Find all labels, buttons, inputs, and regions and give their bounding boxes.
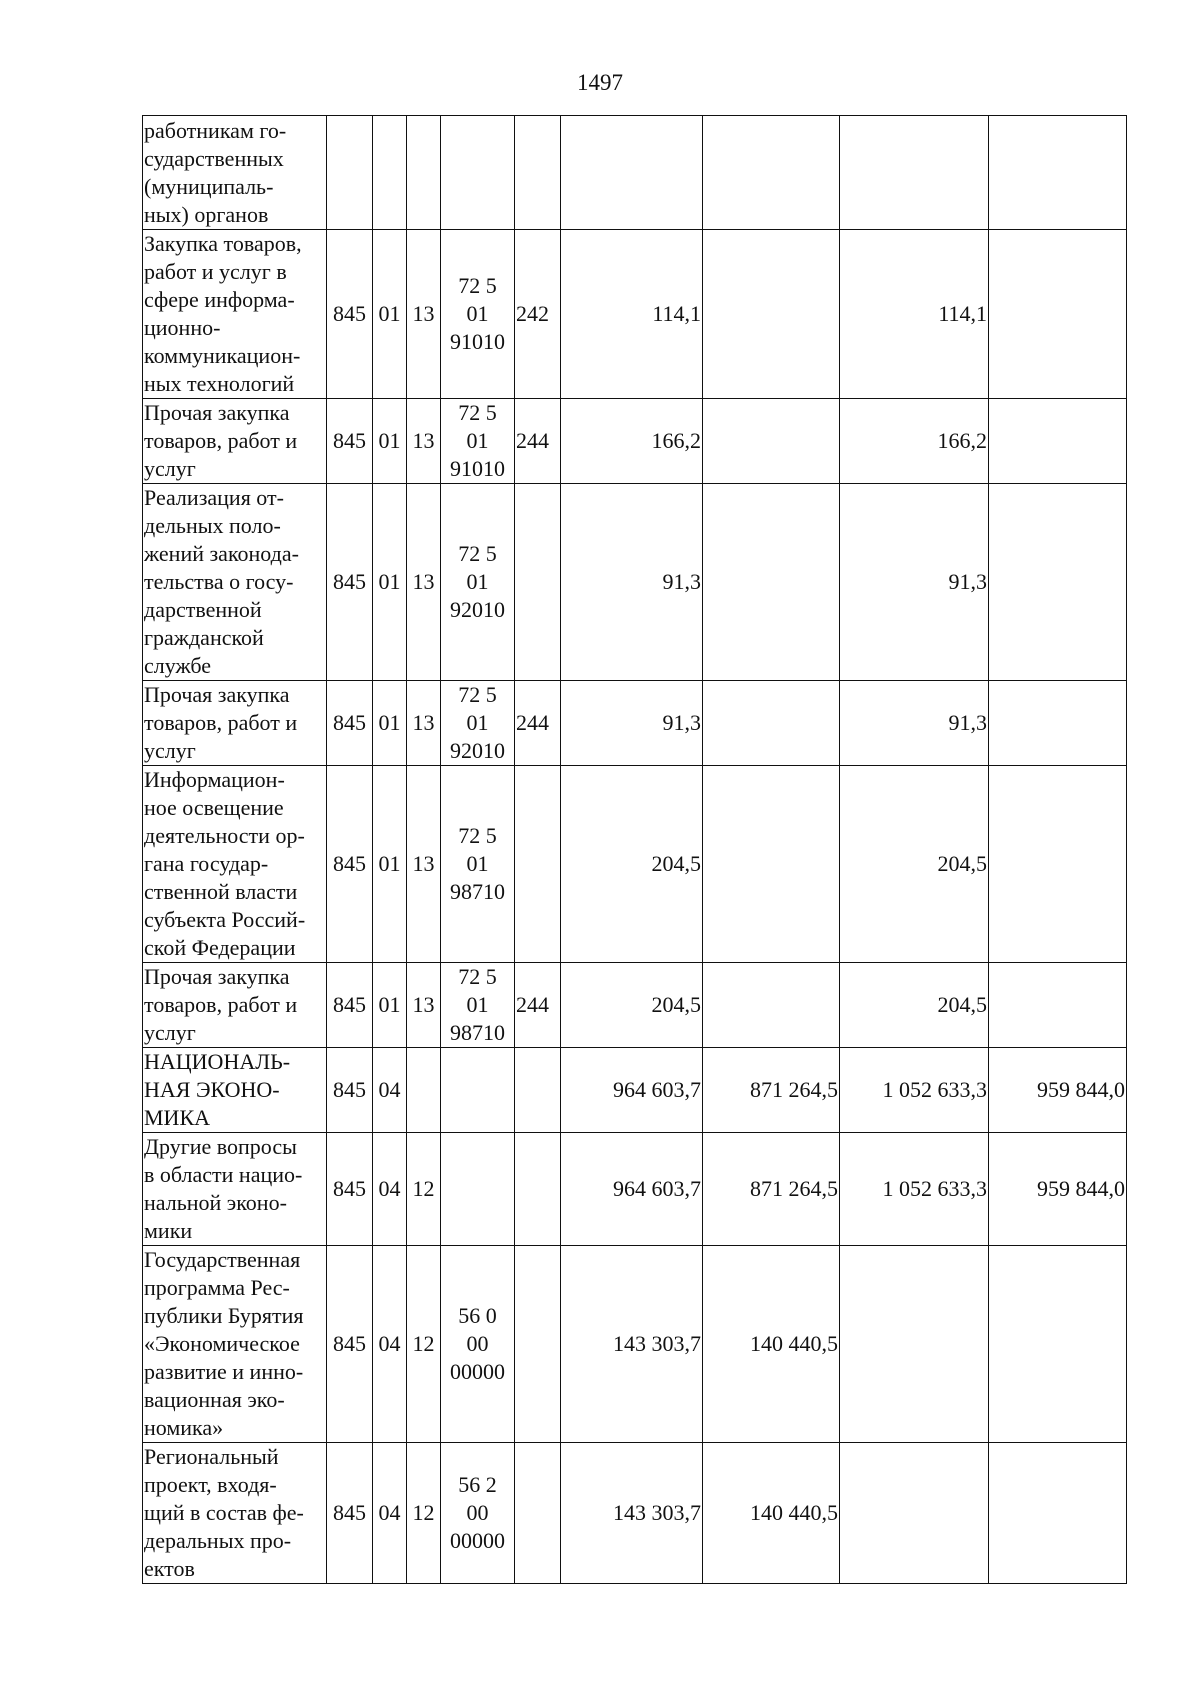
- row-name-line: (муниципаль-: [144, 173, 274, 199]
- cell-rz: 04: [373, 1048, 407, 1133]
- row-name-line: гана государ-: [144, 851, 269, 876]
- cell-value-3: 204,5: [840, 963, 989, 1048]
- row-name-line: проект, входя-: [144, 1472, 277, 1497]
- row-name-line: товаров, работ и: [144, 992, 298, 1017]
- cell-grbs: 845: [327, 1246, 373, 1443]
- cell-value-1: 964 603,7: [561, 1133, 703, 1246]
- cell-value-4: 959 844,0: [989, 1048, 1127, 1133]
- cell-value-1: 166,2: [561, 399, 703, 484]
- cell-grbs: 845: [327, 399, 373, 484]
- cell-value-2: 140 440,5: [703, 1443, 840, 1584]
- row-name-line: НАЦИОНАЛЬ-: [144, 1049, 291, 1074]
- row-name-line: номика»: [144, 1415, 224, 1440]
- cell-value-4: [989, 230, 1127, 399]
- csr-part: 01: [466, 569, 489, 594]
- csr-part: 00000: [450, 1359, 505, 1384]
- cell-pr: 13: [407, 399, 441, 484]
- cell-value-4: [989, 116, 1127, 230]
- cell-grbs: 845: [327, 484, 373, 681]
- cell-value-3: 114,1: [840, 230, 989, 399]
- cell-vr: [515, 1048, 561, 1133]
- cell-value-3: 91,3: [840, 681, 989, 766]
- row-name-line: службе: [144, 653, 212, 678]
- cell-value-4: [989, 1246, 1127, 1443]
- row-name: [143, 484, 327, 681]
- row-name-line: Прочая закупка: [144, 682, 290, 707]
- cell-value-1: 143 303,7: [561, 1246, 703, 1443]
- csr-part: 98710: [450, 879, 505, 904]
- page-number: 1497: [577, 70, 623, 95]
- row-name-line: Региональный: [144, 1444, 279, 1469]
- csr-part: 72 5: [458, 400, 497, 425]
- csr-part: 00: [466, 1331, 489, 1356]
- cell-pr: 13: [407, 766, 441, 963]
- row-name-line: мики: [144, 1218, 193, 1243]
- cell-csr: [441, 484, 515, 681]
- row-name: [143, 963, 327, 1048]
- row-name-line: развитие и инно-: [144, 1359, 304, 1384]
- cell-value-1: 91,3: [561, 681, 703, 766]
- row-name-line: ных) органов: [144, 201, 269, 227]
- cell-pr: 13: [407, 963, 441, 1048]
- cell-value-1: 114,1: [561, 230, 703, 399]
- table-row: [143, 1133, 1127, 1246]
- cell-vr: 242: [515, 230, 561, 399]
- cell-grbs: 845: [327, 766, 373, 963]
- cell-rz: 04: [373, 1246, 407, 1443]
- row-name-line: НАЯ ЭКОНО-: [144, 1077, 280, 1102]
- table-row: [143, 1246, 1127, 1443]
- row-name: [143, 399, 327, 484]
- csr-part: 91010: [450, 329, 505, 354]
- row-name-line: ской Федерации: [144, 935, 296, 960]
- row-name-line: работникам го-: [144, 117, 287, 143]
- cell-grbs: 845: [327, 230, 373, 399]
- csr-part: 01: [466, 428, 489, 453]
- cell-value-4: [989, 681, 1127, 766]
- row-name-line: сударственных: [144, 145, 284, 171]
- cell-vr: 244: [515, 399, 561, 484]
- row-name-line: ектов: [144, 1556, 195, 1581]
- cell-value-3: 1 052 633,3: [840, 1133, 989, 1246]
- cell-value-3: 204,5: [840, 766, 989, 963]
- row-name-line: Другие вопросы: [144, 1134, 297, 1159]
- cell-csr: [441, 230, 515, 399]
- cell-value-2: 871 264,5: [703, 1048, 840, 1133]
- cell-rz: 01: [373, 766, 407, 963]
- cell-pr: 12: [407, 1443, 441, 1584]
- cell-pr: 12: [407, 1246, 441, 1443]
- cell-grbs: 845: [327, 1443, 373, 1584]
- row-name-line: вационная эко-: [144, 1387, 285, 1412]
- cell-csr: [441, 1048, 515, 1133]
- cell-vr: 244: [515, 681, 561, 766]
- cell-value-1: 91,3: [561, 484, 703, 681]
- cell-value-1: 204,5: [561, 766, 703, 963]
- cell-pr: 12: [407, 1133, 441, 1246]
- table-row: [143, 399, 1127, 484]
- cell-pr: 13: [407, 230, 441, 399]
- row-name-line: ственной власти: [144, 879, 298, 904]
- csr-part: 72 5: [458, 964, 497, 989]
- row-name-line: в области нацио-: [144, 1162, 303, 1187]
- cell-value-2: [703, 766, 840, 963]
- cell-value-2: [703, 399, 840, 484]
- cell-value-3: 166,2: [840, 399, 989, 484]
- cell-value-3: [840, 1246, 989, 1443]
- table-row: [143, 681, 1127, 766]
- cell-csr: [441, 963, 515, 1048]
- budget-table: [142, 115, 1127, 1584]
- cell-value-4: [989, 1443, 1127, 1584]
- row-name-line: «Экономическое: [144, 1331, 300, 1356]
- cell-csr: [441, 399, 515, 484]
- row-name: [143, 1246, 327, 1443]
- cell-rz: 01: [373, 484, 407, 681]
- row-name: [143, 230, 327, 399]
- table-row: [143, 230, 1127, 399]
- cell-pr: 13: [407, 484, 441, 681]
- row-name-line: ционно-: [144, 315, 221, 340]
- cell-value-3: [840, 116, 989, 230]
- cell-vr: [515, 116, 561, 230]
- cell-csr: [441, 116, 515, 230]
- cell-value-4: [989, 766, 1127, 963]
- cell-value-2: 871 264,5: [703, 1133, 840, 1246]
- csr-part: 72 5: [458, 273, 497, 298]
- row-name-line: щий в состав фе-: [144, 1500, 304, 1525]
- cell-value-4: 959 844,0: [989, 1133, 1127, 1246]
- row-name-line: коммуникацион-: [144, 343, 301, 368]
- row-name-line: услуг: [144, 456, 196, 481]
- row-name-line: субъекта Россий-: [144, 907, 306, 932]
- cell-grbs: 845: [327, 1048, 373, 1133]
- table-row: [143, 963, 1127, 1048]
- table-row: [143, 484, 1127, 681]
- row-name-line: нальной эконо-: [144, 1190, 287, 1215]
- cell-csr: [441, 1443, 515, 1584]
- csr-part: 72 5: [458, 823, 497, 848]
- row-name-line: жений законода-: [144, 541, 299, 566]
- cell-value-4: [989, 963, 1127, 1048]
- row-name: [143, 1443, 327, 1584]
- cell-grbs: [327, 116, 373, 230]
- row-name: [143, 681, 327, 766]
- cell-value-4: [989, 399, 1127, 484]
- cell-value-3: 91,3: [840, 484, 989, 681]
- row-name-line: услуг: [144, 1020, 196, 1045]
- cell-rz: 04: [373, 1133, 407, 1246]
- row-name-line: Закупка товаров,: [144, 231, 302, 256]
- table-row: [143, 766, 1127, 963]
- cell-rz: 01: [373, 963, 407, 1048]
- cell-csr: [441, 1133, 515, 1246]
- cell-vr: [515, 1443, 561, 1584]
- csr-part: 91010: [450, 456, 505, 481]
- csr-part: 72 5: [458, 682, 497, 707]
- cell-value-3: 1 052 633,3: [840, 1048, 989, 1133]
- csr-part: 01: [466, 992, 489, 1017]
- row-name-line: публики Бурятия: [144, 1303, 304, 1328]
- csr-part: 01: [466, 301, 489, 326]
- cell-value-4: [989, 484, 1127, 681]
- row-name-line: сфере информа-: [144, 287, 295, 312]
- cell-grbs: 845: [327, 681, 373, 766]
- csr-part: 92010: [450, 597, 505, 622]
- row-name-line: Государственная: [144, 1247, 301, 1272]
- row-name-line: тельства о госу-: [144, 569, 294, 594]
- row-name-line: гражданской: [144, 625, 264, 650]
- cell-vr: 244: [515, 963, 561, 1048]
- row-name-line: Информацион-: [144, 767, 285, 792]
- cell-vr: [515, 766, 561, 963]
- cell-value-2: [703, 116, 840, 230]
- row-name: [143, 1133, 327, 1246]
- table-row: [143, 1048, 1127, 1133]
- csr-part: 00: [466, 1500, 489, 1525]
- cell-pr: [407, 116, 441, 230]
- cell-pr: [407, 1048, 441, 1133]
- cell-rz: 01: [373, 230, 407, 399]
- cell-value-2: [703, 484, 840, 681]
- row-name-line: товаров, работ и: [144, 710, 298, 735]
- cell-csr: [441, 766, 515, 963]
- row-name-line: деральных про-: [144, 1528, 292, 1553]
- cell-grbs: 845: [327, 963, 373, 1048]
- row-name-line: работ и услуг в: [144, 259, 287, 284]
- row-name-line: товаров, работ и: [144, 428, 298, 453]
- csr-part: 98710: [450, 1020, 505, 1045]
- cell-value-2: [703, 230, 840, 399]
- cell-csr: [441, 681, 515, 766]
- cell-value-2: [703, 681, 840, 766]
- cell-value-3: [840, 1443, 989, 1584]
- row-name-line: дарственной: [144, 597, 262, 622]
- row-name: [143, 116, 327, 230]
- cell-csr: [441, 1246, 515, 1443]
- csr-part: 72 5: [458, 541, 497, 566]
- csr-part: 56 0: [458, 1303, 497, 1328]
- cell-value-1: 204,5: [561, 963, 703, 1048]
- table-row: [143, 116, 1127, 230]
- cell-vr: [515, 1246, 561, 1443]
- cell-value-1: 964 603,7: [561, 1048, 703, 1133]
- row-name-line: дельных поло-: [144, 513, 281, 538]
- row-name-line: деятельности ор-: [144, 823, 305, 848]
- cell-value-1: 143 303,7: [561, 1443, 703, 1584]
- csr-part: 01: [466, 851, 489, 876]
- csr-part: 01: [466, 710, 489, 735]
- cell-rz: [373, 116, 407, 230]
- cell-value-1: [561, 116, 703, 230]
- row-name-line: МИКА: [144, 1105, 211, 1130]
- cell-vr: [515, 1133, 561, 1246]
- row-name-line: ных технологий: [144, 371, 295, 396]
- table-row: [143, 1443, 1127, 1584]
- table-body: [143, 116, 1127, 1584]
- csr-part: 00000: [450, 1528, 505, 1553]
- cell-pr: 13: [407, 681, 441, 766]
- row-name-line: услуг: [144, 738, 196, 763]
- cell-rz: 04: [373, 1443, 407, 1584]
- csr-part: 56 2: [458, 1472, 497, 1497]
- cell-value-2: [703, 963, 840, 1048]
- cell-grbs: 845: [327, 1133, 373, 1246]
- cell-rz: 01: [373, 399, 407, 484]
- row-name-line: ное освещение: [144, 795, 284, 820]
- row-name: [143, 766, 327, 963]
- cell-value-2: 140 440,5: [703, 1246, 840, 1443]
- cell-vr: [515, 484, 561, 681]
- row-name-line: программа Рес-: [144, 1275, 290, 1300]
- csr-part: 92010: [450, 738, 505, 763]
- row-name-line: Реализация от-: [144, 485, 284, 510]
- cell-rz: 01: [373, 681, 407, 766]
- row-name: [143, 1048, 327, 1133]
- row-name-line: Прочая закупка: [144, 400, 290, 425]
- row-name-line: Прочая закупка: [144, 964, 290, 989]
